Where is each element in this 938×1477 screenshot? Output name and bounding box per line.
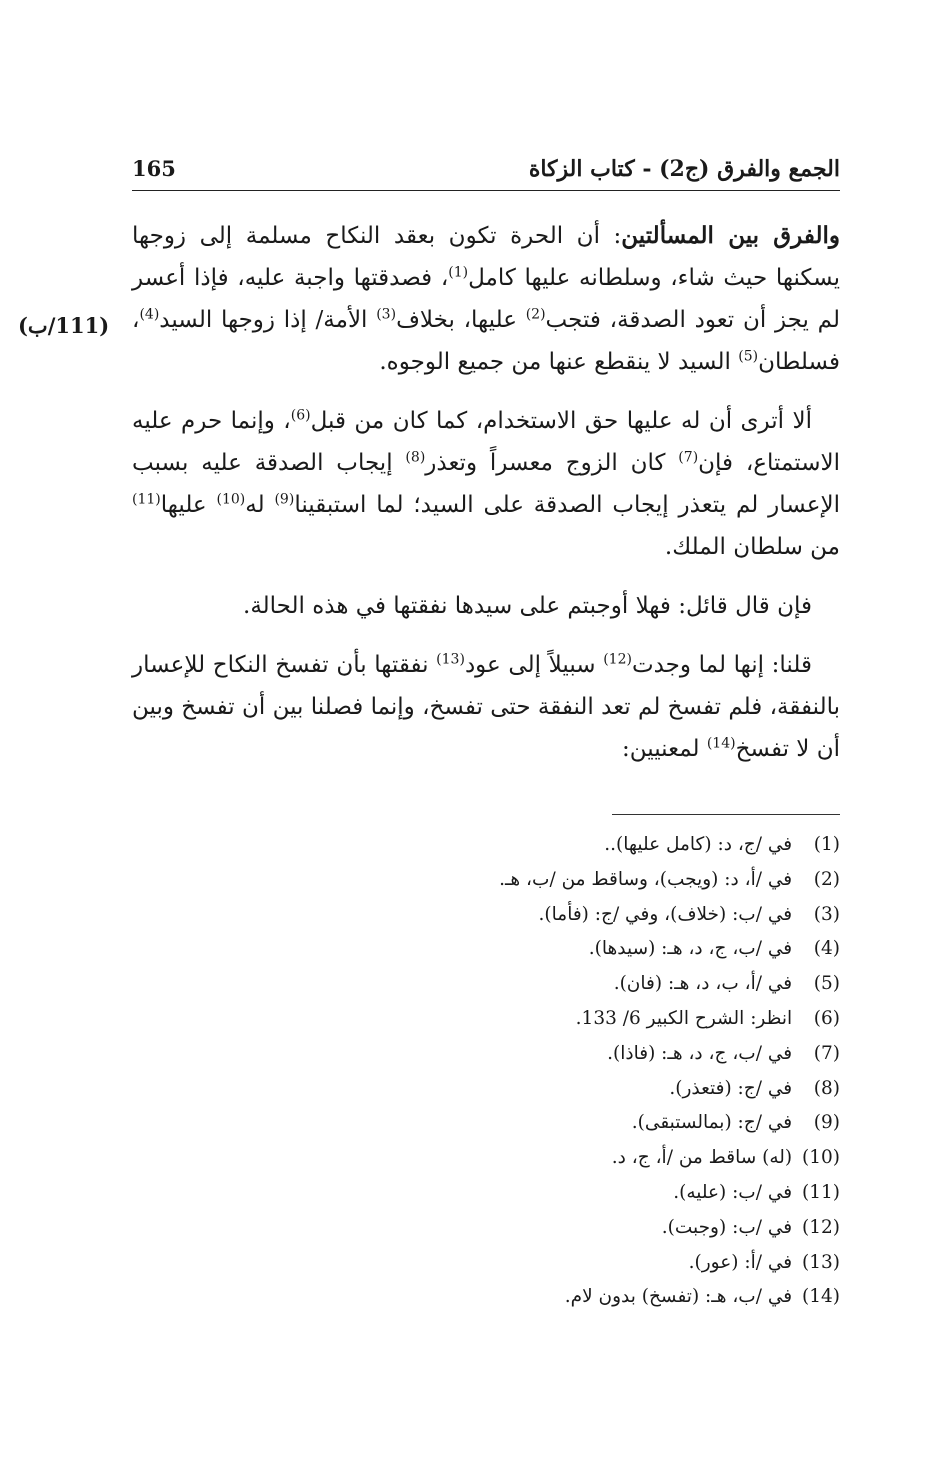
- paragraph: [132, 644, 840, 770]
- text-run: لمعنيين:: [622, 736, 707, 762]
- text-run: فإن قال قائل: فهلا أوجبتم على سيدها نفقتها في هذه الحالة.: [243, 593, 812, 619]
- text-run: كان الزوج معسراً وتعذر: [425, 450, 679, 476]
- footnote-marker: (13): [436, 651, 465, 668]
- footnote-text: في /ب، ج، د، هـ: (سيدها).: [588, 938, 793, 960]
- footnote-number: (6): [813, 1007, 840, 1029]
- footnote-text: في /ج: (فتعذر).: [669, 1077, 793, 1099]
- footnote-number: (2): [813, 868, 840, 890]
- footnote-number: (13): [802, 1251, 840, 1273]
- paragraph: [132, 585, 840, 627]
- text-run: ، فسلطان: [132, 307, 840, 375]
- footnote-item: [380, 1280, 840, 1315]
- footnote-number: (12): [802, 1216, 840, 1238]
- footnote-marker: (8): [405, 449, 426, 466]
- footnote-item: [380, 1002, 840, 1037]
- text-run: إيجاب الصدقة عليه بسبب الإعسار لم يتعذر إيجاب الصدقة على السيد؛ لما استبقينا: [132, 450, 841, 518]
- footnote-number: (4): [813, 938, 840, 960]
- footnote-marker: (3): [376, 306, 397, 323]
- main-text: [132, 215, 840, 787]
- footnote-text: في /ج، د: (كامل عليها)..: [604, 834, 793, 855]
- running-title: الجمع والفرق (ج2) - كتاب الزكاة: [528, 156, 840, 182]
- footnote-number: (7): [813, 1042, 840, 1064]
- footnote-text: في /ب: (وجبت).: [661, 1216, 793, 1238]
- text-run: ألا أترى أن له عليها حق الاستخدام، كما كان من قبل: [310, 408, 812, 434]
- footnote-marker: (7): [678, 449, 699, 466]
- text-run: له: [245, 492, 275, 518]
- footnote-text: في /أ: (عور).: [688, 1251, 793, 1273]
- manuscript-folio-note: (111/ب): [18, 313, 110, 338]
- footnote-item: [380, 967, 840, 1002]
- footnote-item: [380, 932, 840, 967]
- footnote-text: في /أ، د: (ويجب)، وساقط من /ب، هـ.: [499, 868, 793, 890]
- footnote-number: (1): [813, 834, 840, 855]
- footnote-item: [380, 1141, 840, 1176]
- paragraph: [132, 400, 840, 568]
- footnote-marker: (9): [274, 491, 295, 508]
- text-run: من سلطان الملك.: [664, 534, 840, 560]
- text-run: عليها، بخلاف: [396, 307, 526, 333]
- page-number: 165: [132, 156, 176, 181]
- lead-phrase: والفرق بين المسألتين: [621, 222, 840, 249]
- footnote-item: [380, 1037, 840, 1072]
- footnote-number: (5): [813, 973, 840, 995]
- footnotes-list: [380, 828, 840, 1315]
- page-header: [132, 150, 840, 191]
- footnote-item: [380, 828, 840, 863]
- footnote-item: [380, 898, 840, 933]
- footnote-marker: (11): [132, 491, 161, 508]
- footnote-item: [380, 1072, 840, 1107]
- footnote-marker: (4): [139, 306, 160, 323]
- footnote-item: [380, 1106, 840, 1141]
- footnote-item: [380, 1176, 840, 1211]
- text-run: الأمة/ إذا زوجها السيد: [159, 307, 377, 333]
- footnote-text: انظر: الشرح الكبير 6/ 133.: [575, 1007, 793, 1029]
- text-run: قلنا: إنها لما وجدت: [631, 652, 812, 678]
- paragraph: [132, 215, 840, 383]
- footnote-marker: (12): [603, 651, 632, 668]
- footnote-number: (3): [813, 903, 840, 925]
- footnote-text: (له) ساقط من /أ، ج، د.: [611, 1147, 793, 1169]
- text-run: سبيلاً إلى عود: [464, 652, 604, 678]
- footnote-number: (11): [802, 1181, 840, 1203]
- text-run: عليها: [160, 492, 217, 518]
- footnote-item: [380, 1246, 840, 1281]
- footnote-marker: (2): [525, 306, 546, 323]
- footnote-marker: (1): [448, 264, 469, 281]
- text-run: : أن الحرة تكون بعقد النكاح مسلمة إلى زوجها يسكنها حيث شاء، وسلطانه عليها كامل: [132, 223, 841, 291]
- footnote-text: في /ب، هـ: (تفسخ) بدون لام.: [564, 1286, 793, 1308]
- footnote-text: في /ج: (بمالستبقى).: [631, 1112, 793, 1134]
- footnote-marker: (14): [706, 735, 736, 752]
- footnote-separator: [612, 814, 840, 815]
- footnote-number: (10): [802, 1147, 840, 1169]
- footnote-text: في /ب: (خلاف)، وفي /ج: (فأما).: [538, 903, 793, 925]
- footnote-item: [380, 1211, 840, 1246]
- footnote-text: في /أ، ب، د، هـ: (فان).: [613, 973, 793, 995]
- text-run: ، فصدقتها واجبة عليه، فإذا أعسر لم يجز أن تعود الصدقة، فتجب: [132, 265, 840, 333]
- footnote-marker: (5): [738, 348, 759, 365]
- footnote-number: (8): [813, 1077, 840, 1099]
- footnote-item: [380, 863, 840, 898]
- text-run: نفقتها بأن تفسخ النكاح للإعسار بالنفقة، فلم تفسخ لم تعد النفقة حتى تفسخ، وإنما فصلنا بين أن تفسخ وبين أن لا تفسخ: [132, 652, 840, 762]
- footnote-text: في /ب، ج، د، هـ: (فاذا).: [607, 1042, 793, 1064]
- footnote-marker: (10): [216, 491, 246, 508]
- footnote-number: (9): [813, 1112, 840, 1134]
- footnote-marker: (6): [290, 407, 311, 424]
- text-run: ، وإنما حرم عليه الاستمتاع، فإن: [132, 408, 840, 476]
- footnote-text: في /ب: (عليه).: [673, 1181, 793, 1203]
- footnote-number: (14): [802, 1286, 840, 1308]
- text-run: السيد لا ينقطع عنها من جميع الوجوه.: [379, 349, 739, 375]
